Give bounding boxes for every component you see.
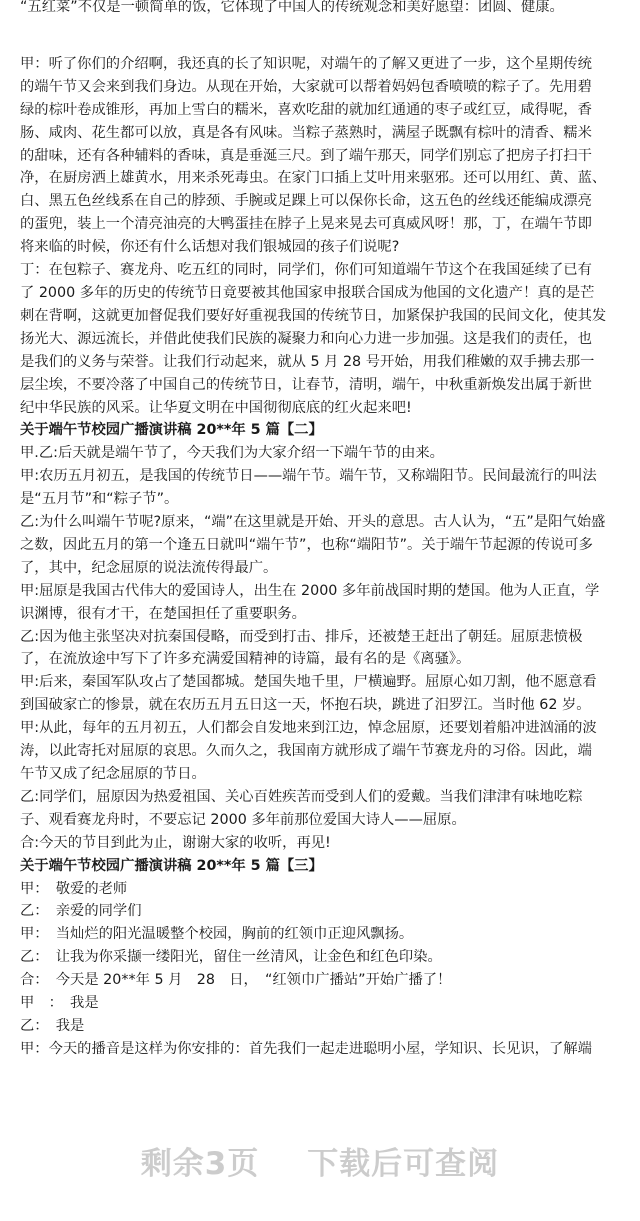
dialog-line: 甲： 敬爱的老师 xyxy=(20,880,128,897)
paragraph-gap xyxy=(20,19,624,53)
text-line: 层尘埃，不要冷落了中国自己的传统节日，让春节，清明，端午，中秋重新焕发出属于新世 xyxy=(20,376,592,393)
dialog-line: 到国破家亡的惨景，就在农历五月五日这一天，怀抱石块，跳进了汨罗江。当时他 62 岁。 xyxy=(20,697,591,714)
section-heading-2: 关于端午节校园广播演讲稿 20**年 5 篇【二】 xyxy=(20,422,323,439)
remaining-pages-text: 剩余3页 xyxy=(140,1146,260,1182)
dialog-line: 甲.乙:后天就是端午节了，今天我们为大家介绍一下端午节的由来。 xyxy=(20,445,444,462)
dialog-line: 乙： 我是 xyxy=(20,1017,85,1034)
dialog-line: 甲：今天的播音是这样为你安排的：首先我们一起走进聪明小屋，学知识、长见识，了解端 xyxy=(20,1040,592,1057)
download-banner[interactable] xyxy=(0,1138,640,1183)
dialog-line: 乙:同学们，屈原因为热爱祖国、关心百姓疾苦而受到人们的爱戴。当我们津津有味地吃粽 xyxy=(20,788,583,805)
text-line: 白、黑五色丝线系在自己的脖颈、手腕或足踝上可以保你长命，这五色的丝线还能编成漂亮 xyxy=(20,193,592,210)
speech-section-3 xyxy=(20,878,624,1061)
dialog-line: 午节又成了纪念屈原的节日。 xyxy=(20,766,206,782)
dialog-line: 甲： 当灿烂的阳光温暖整个校园，胸前的红领巾正迎风飘扬。 xyxy=(20,926,414,943)
download-to-view-text: 下载后可查阅 xyxy=(307,1146,500,1182)
speech-section-2 xyxy=(20,442,624,854)
text-line: 将来临的时候，你还有什么话想对我们银城园的孩子们说呢? xyxy=(20,239,400,256)
text-line: 了 2000 多年的历史的传统节日竟要被其他国家申报联合国成为他国的文化遗产！真的是芒 xyxy=(20,284,595,301)
dialog-line: 甲 ： 我是 xyxy=(20,995,99,1012)
text-line: 的甜味，还有各种辅料的香味，真是垂涎三尺。到了端午那天，同学们别忘了把房子打扫干 xyxy=(20,147,592,164)
text-line: 的蛋兜，装上一个清亮油亮的大鸭蛋挂在脖子上晃来晃去可真威风呀！那，丁，在端午节即 xyxy=(20,216,592,233)
text-line: 的端午节又会来到我们身边。从现在开始，大家就可以帮着妈妈包香喷喷的粽子了。先用碧 xyxy=(20,78,592,95)
intro-line: “五红菜”不仅是一顿简单的饭，它体现了中国人的传统观念和美好愿望：团圆、健康。 xyxy=(20,0,564,15)
text-line: 扬光大、源远流长，并借此使我们民族的凝聚力和向心力进一步加强。这是我们的责任，也 xyxy=(20,330,592,347)
dialog-line: 子、观看赛龙舟时，不要忘记 2000 多年前那位爱国大诗人——屈原。 xyxy=(20,811,466,828)
text-line: 是我们的义务与荣誉。让我们行动起来，就从 5 月 28 号开始，用我们稚嫩的双手拂去那一 xyxy=(20,353,595,370)
text-line: 肠、咸肉、花生都可以放，真是各有风味。当粽子蒸熟时，满屋子既飘有棕叶的清香、糯米 xyxy=(20,124,592,141)
dialog-line: 识渊博，很有才干，在楚国担任了重要职务。 xyxy=(20,605,306,622)
dialog-line: 涛，以此寄托对屈原的哀思。久而久之，我国南方就形成了端午节赛龙舟的习俗。因此，端 xyxy=(20,743,592,760)
dialog-line: 之数，因此五月的第一个逢五日就叫“端午节”，也称“端阳节”。关于端午节起源的传说可多 xyxy=(20,536,593,553)
dialog-line: 了，在流放途中写下了许多充满爱国精神的诗篇，最有名的是《离骚》。 xyxy=(20,651,471,668)
dialog-line: 甲:后来，秦国军队攻占了楚国都城。楚国失地千里，尸横遍野。屈原心如刀割，他不愿意看 xyxy=(20,674,597,691)
text-line: 净，在厨房洒上雄黄水，用来杀死毒虫。在家门口插上艾叶用来驱邪。还可以用红、黄、蓝、 xyxy=(20,170,607,187)
text-line: 甲：听了你们的介绍啊，我还真的长了知识呢，对端午的了解又更进了一步，这个星期传统 xyxy=(20,55,592,72)
dialog-line: 甲:从此，每年的五月初五，人们都会自发地来到江边，悼念屈原，还要划着船冲进汹涌的波 xyxy=(20,720,597,737)
text-line: 纪中华民族的风采。让华夏文明在中国彻彻底底的红火起来吧! xyxy=(20,399,412,416)
speech-section-1 xyxy=(20,53,624,420)
dialog-line: 乙:因为他主张坚决对抗秦国侵略，而受到打击、排斥，还被楚王赶出了朝廷。屈原悲愤极 xyxy=(20,628,583,645)
dialog-line: 乙： 亲爱的同学们 xyxy=(20,903,142,920)
text-line: 刺在背啊，这就更加督促我们要好好重视我国的传统节日，加紧保护我国的民间文化，使其发 xyxy=(20,307,607,324)
dialog-line: 了，其中，纪念屈原的说法流传得最广。 xyxy=(20,559,278,576)
dialog-line: 乙:为什么叫端午节呢?原来，“端”在这里就是开始、开头的意思。古人认为，“五”是阳气始盛 xyxy=(20,514,606,531)
text-line: 丁：在包粽子、赛龙舟、吃五红的同时，同学们，你们可知道端午节这个在我国延续了已有 xyxy=(20,262,592,279)
document-body xyxy=(20,0,624,1061)
dialog-line: 甲:屈原是我国古代伟大的爱国诗人，出生在 2000 多年前战国时期的楚国。他为人正直，学 xyxy=(20,582,600,599)
dialog-line: 乙： 让我为你采撷一缕阳光，留住一丝清风，让金色和红色印染。 xyxy=(20,949,442,966)
dialog-line: 是“五月节”和“粽子节”。 xyxy=(20,491,179,508)
dialog-line: 甲:农历五月初五，是我国的传统节日——端午节。端午节，又称端阳节。民间最流行的叫法 xyxy=(20,468,597,485)
text-line: 绿的棕叶卷成锥形，再加上雪白的糯米，喜欢吃甜的就加红通通的枣子或红豆，咸得呢，香 xyxy=(20,101,592,118)
dialog-line: 合： 今天是 20**年 5 月 28 日， “红领巾广播站”开始广播了！ xyxy=(20,972,452,989)
dialog-line: 合:今天的节目到此为止，谢谢大家的收听，再见! xyxy=(20,834,331,851)
section-heading-3: 关于端午节校园广播演讲稿 20**年 5 篇【三】 xyxy=(20,857,323,874)
